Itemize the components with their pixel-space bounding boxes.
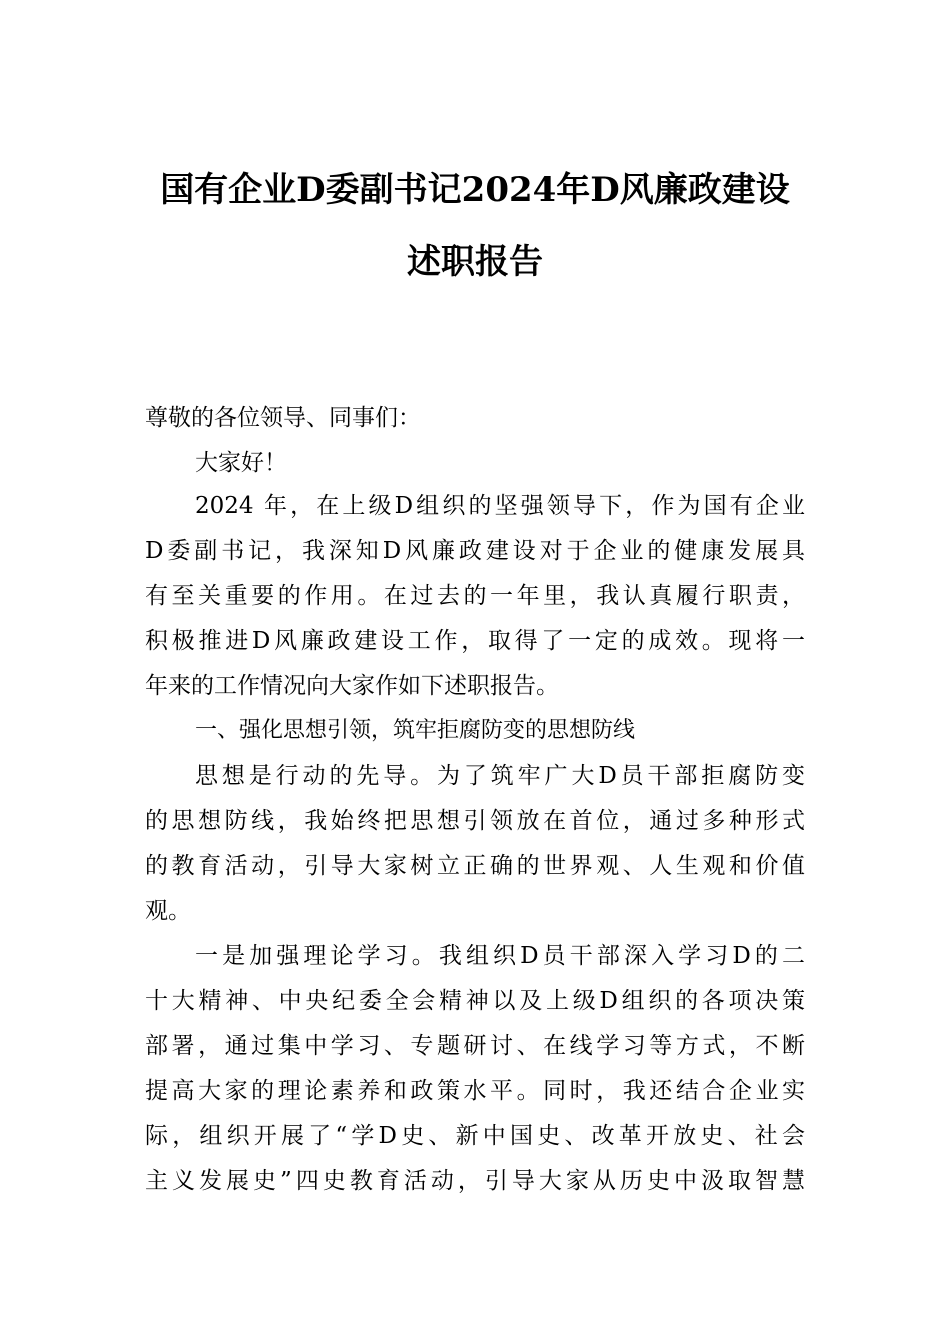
intro-line: 积极推进D风廉政建设工作，取得了一定的成效。现将一: [145, 628, 805, 654]
section-paragraph-line: 十大精神、中央纪委全会精神以及上级D组织的各项决策: [145, 988, 805, 1014]
section-paragraph-line: 主义发展史”四史教育活动，引导大家从历史中汲取智慧: [145, 1168, 805, 1194]
salutation: 尊敬的各位领导、同事们：: [145, 405, 421, 431]
section-paragraph-line: 思想是行动的先导。为了筑牢广大D员干部拒腐防变: [195, 763, 805, 789]
intro-line: D委副书记，我深知D风廉政建设对于企业的健康发展具: [145, 538, 805, 564]
intro-line: 2024 年，在上级D组织的坚强领导下，作为国有企业: [195, 493, 805, 519]
section-paragraph-line: 一是加强理论学习。我组织D员干部深入学习D的二: [195, 943, 805, 969]
section-paragraph-line: 观。: [145, 898, 191, 924]
section-paragraph-line: 际，组织开展了“学D史、新中国史、改革开放史、社会: [145, 1123, 805, 1149]
document-title-line-1: 国有企业D委副书记2024年D风廉政建设: [160, 170, 790, 210]
section-paragraph-line: 的思想防线，我始终把思想引领放在首位，通过多种形式: [145, 808, 805, 834]
intro-line: 有至关重要的作用。在过去的一年里，我认真履行职责，: [145, 583, 805, 609]
document-title-line-2: 述职报告: [407, 242, 543, 282]
section-paragraph-line: 提高大家的理论素养和政策水平。同时，我还结合企业实: [145, 1078, 805, 1104]
greeting: 大家好！: [195, 450, 287, 476]
section-heading: 一、强化思想引领，筑牢拒腐防变的思想防线: [195, 718, 636, 743]
section-paragraph-line: 部署，通过集中学习、专题研讨、在线学习等方式，不断: [145, 1033, 805, 1059]
intro-line: 年来的工作情况向大家作如下述职报告。: [145, 673, 559, 699]
section-paragraph-line: 的教育活动，引导大家树立正确的世界观、人生观和价值: [145, 853, 805, 879]
